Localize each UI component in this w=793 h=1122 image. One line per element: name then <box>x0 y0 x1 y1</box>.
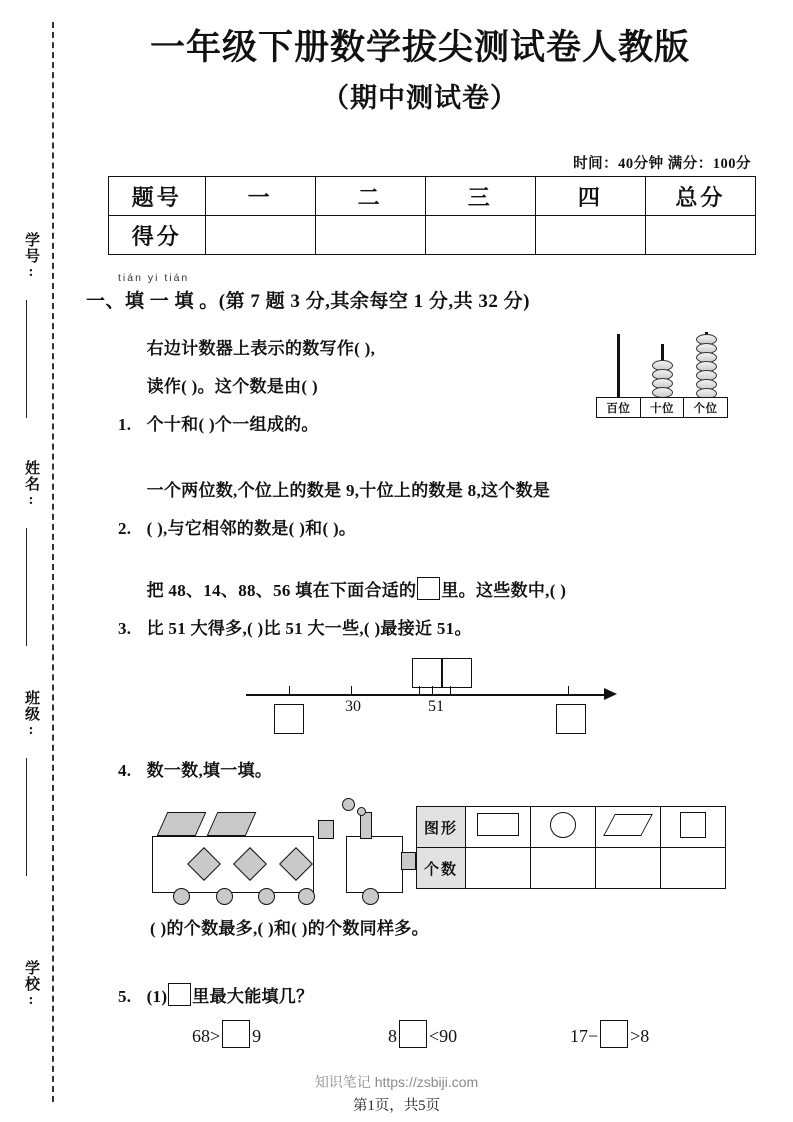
watermark-text: 知识笔记 https://zsbiji.com <box>314 1074 479 1090</box>
score-input-total[interactable] <box>645 216 755 255</box>
score-table <box>108 176 756 255</box>
question-1-line-3: 个十和( )个一组成的。 <box>146 415 319 434</box>
page-title: 一年级下册数学拔尖测试卷人教版 <box>149 28 690 67</box>
counter-label-ones: 个位 <box>683 397 728 418</box>
question-3 <box>118 572 566 648</box>
number-line-arrow <box>604 688 617 700</box>
left-seal-margin <box>0 0 62 1122</box>
counter-label-tens: 十位 <box>640 397 685 418</box>
count-input-parallelogram[interactable] <box>596 848 661 889</box>
page-number: 第1页，共5页 <box>353 1098 440 1114</box>
margin-label-student-id: 学号: <box>23 232 39 281</box>
shapes-table-header-shape: 图形 <box>417 807 466 848</box>
shape-cell-parallelogram <box>596 807 661 848</box>
question-5-part-label: (1) <box>146 987 168 1006</box>
question-3-number: 3. <box>118 619 132 638</box>
counter-abacus-figure <box>596 330 728 418</box>
answer-box[interactable] <box>600 1020 628 1048</box>
score-table-col-3: 三 <box>425 177 535 216</box>
score-input-4[interactable] <box>535 216 645 255</box>
question-4-line-1: 数一数,填一填。 <box>146 761 273 780</box>
question-5-prompt: 里最大能填几？ <box>192 987 314 1006</box>
train-wheel <box>216 888 233 905</box>
shapes-table-header-count: 个数 <box>417 848 466 889</box>
train-smoke-large <box>342 798 355 811</box>
question-2-line-1: 一个两位数,个位上的数是 9,十位上的数是 8,这个数是 <box>146 481 551 500</box>
margin-label-student-name: 姓名: <box>23 460 39 509</box>
score-table-score-label: 得分 <box>109 216 206 255</box>
exam-meta-info: 时间：40分钟 满分：100分 <box>573 156 751 172</box>
margin-label-school: 学校: <box>23 960 39 1009</box>
number-line-figure <box>246 650 626 736</box>
question-4 <box>118 752 272 790</box>
margin-rule-2 <box>26 528 27 646</box>
seal-dashed-line <box>52 22 54 1102</box>
train-chimney <box>360 812 372 839</box>
question-3-body <box>147 572 567 648</box>
expression-1-right: 9 <box>252 1026 262 1046</box>
parallelogram-shape-icon <box>603 814 653 836</box>
score-table-col-4: 四 <box>535 177 645 216</box>
expression-1-left: 68> <box>192 1026 221 1046</box>
score-input-2[interactable] <box>315 216 425 255</box>
square-shape-icon <box>680 812 706 838</box>
question-2 <box>118 472 550 548</box>
margin-rule-3 <box>26 758 27 876</box>
question-1 <box>118 330 375 444</box>
margin-label-class: 班级: <box>23 690 39 739</box>
train-car-stack <box>318 820 334 839</box>
train-wheel <box>298 888 315 905</box>
train-wheel <box>173 888 190 905</box>
expression-3-left: 17− <box>570 1026 599 1046</box>
count-input-rectangle[interactable] <box>466 848 531 889</box>
score-table-col-total: 总分 <box>645 177 755 216</box>
margin-rule-1 <box>26 300 27 418</box>
train-roof-parallelogram <box>207 812 257 836</box>
count-input-circle[interactable] <box>531 848 596 889</box>
question-1-line-1: 右边计数器上表示的数写作( ), <box>146 339 376 358</box>
number-line-tick <box>568 686 569 695</box>
table-row <box>109 177 756 216</box>
number-line-tick <box>289 686 290 695</box>
question-5-number: 5. <box>118 987 132 1006</box>
question-3-line-1 <box>147 572 567 610</box>
number-line-box-left[interactable] <box>274 704 304 734</box>
expression-3 <box>570 1020 649 1048</box>
score-table-col-1: 一 <box>205 177 315 216</box>
expression-1 <box>192 1020 261 1048</box>
title-block <box>62 26 778 115</box>
section-pinyin: tián yi tián <box>118 272 190 284</box>
expression-2 <box>388 1020 457 1048</box>
page-subtitle: （期中测试卷） <box>322 82 518 113</box>
number-line-axis <box>246 694 606 696</box>
question-5 <box>118 978 313 1016</box>
number-line-box-right[interactable] <box>556 704 586 734</box>
score-input-1[interactable] <box>205 216 315 255</box>
counter-place-labels <box>596 397 728 418</box>
expression-2-left: 8 <box>388 1026 397 1046</box>
question-2-line-2: ( ),与它相邻的数是( )和( )。 <box>146 519 357 538</box>
question-1-line-2: 读作( )。这个数是由( ) <box>146 377 318 396</box>
answer-box[interactable] <box>417 577 440 600</box>
question-4-number: 4. <box>118 761 132 780</box>
table-row <box>417 848 726 889</box>
question-4-conclusion: ( )的个数最多,( )和( )的个数同样多。 <box>150 919 429 938</box>
question-3-line-2: 比 51 大得多,( )比 51 大一些,( )最接近 51。 <box>146 619 472 638</box>
train-illustration <box>150 790 415 905</box>
shape-cell-circle <box>531 807 596 848</box>
train-roof-parallelogram <box>157 812 207 836</box>
rectangle-shape-icon <box>477 813 519 836</box>
table-row <box>109 216 756 255</box>
counter-rod-hundreds <box>617 334 620 397</box>
shapes-count-table <box>416 806 726 889</box>
question-2-body <box>147 472 551 548</box>
table-row <box>417 807 726 848</box>
question-4-body <box>147 752 273 790</box>
section-heading-fill-in: 一、填 一 填 。(第 7 题 3 分,其余每空 1 分,共 32 分) <box>86 291 530 312</box>
question-2-number: 2. <box>118 519 132 538</box>
expression-2-right: <90 <box>429 1026 458 1046</box>
expression-3-right: >8 <box>630 1026 650 1046</box>
count-input-square[interactable] <box>661 848 726 889</box>
circle-shape-icon <box>550 812 576 838</box>
number-line-box-upper-1[interactable] <box>412 658 442 688</box>
number-line-tick <box>351 686 352 695</box>
question-3-text-a: 把 48、14、88、56 填在下面合适的 <box>146 581 417 600</box>
question-5-body <box>147 978 314 1016</box>
shape-cell-square <box>661 807 726 848</box>
score-table-col-2: 二 <box>315 177 425 216</box>
number-line-label-51: 51 <box>428 698 444 715</box>
question-3-text-b: 里。这些数中,( ) <box>441 581 567 600</box>
number-line-label-30: 30 <box>345 698 361 715</box>
train-coupler <box>401 852 416 870</box>
answer-box[interactable] <box>399 1020 427 1048</box>
shape-cell-rectangle <box>466 807 531 848</box>
question-1-body <box>147 330 376 444</box>
train-wheel <box>258 888 275 905</box>
score-table-header-label: 题号 <box>109 177 206 216</box>
train-locomotive-body <box>346 836 403 893</box>
number-line-box-upper-2[interactable] <box>442 658 472 688</box>
answer-box[interactable] <box>222 1020 250 1048</box>
score-input-3[interactable] <box>425 216 535 255</box>
train-wheel <box>362 888 379 905</box>
question-1-number: 1. <box>118 415 132 434</box>
answer-box[interactable] <box>168 983 191 1006</box>
counter-label-hundreds: 百位 <box>596 397 641 418</box>
train-smoke-small <box>357 807 366 816</box>
